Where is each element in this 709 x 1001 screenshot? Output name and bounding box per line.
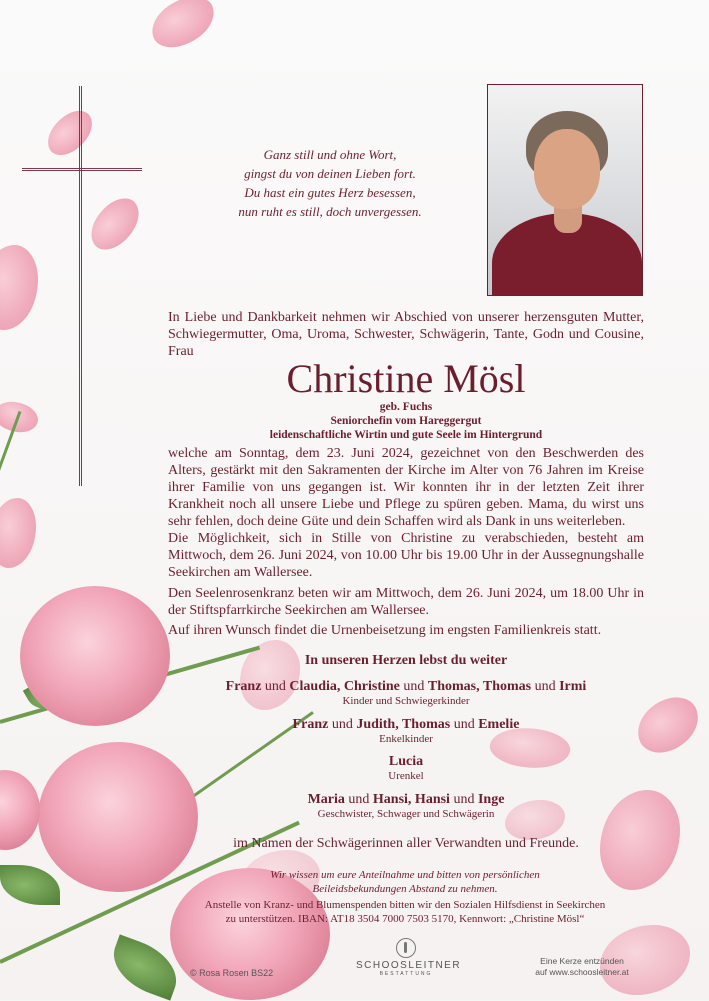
candle-logo-icon <box>396 938 416 958</box>
deceased-description: leidenschaftliche Wirtin und gute Seele im Hintergrund <box>269 429 543 441</box>
family-relation: Urenkel <box>388 770 424 782</box>
deceased-name: Christine Mösl <box>286 356 526 401</box>
poem-line: Ganz still und ohne Wort, <box>263 147 397 162</box>
cross-icon-bar <box>22 168 142 171</box>
funeral-home-logo <box>356 938 462 977</box>
family-relation: Enkelkinder <box>379 733 433 745</box>
condolence-note: Wir wissen um eure Anteilnahme und bitten von persönlichen Beileidsbekundungen Abstand zu nehmen. <box>270 869 540 895</box>
poem-line: Du hast ein gutes Herz besessen, <box>244 185 416 200</box>
burial-paragraph: Auf ihren Wunsch findet die Urnenbeisetzung im engsten Familienkreis statt. <box>168 623 602 638</box>
copyright-text: © Rosa Rosen BS22 <box>190 968 274 978</box>
rose-decoration <box>20 586 170 726</box>
brand-name: SCHOOSLEITNER <box>356 960 462 971</box>
deceased-details <box>168 400 644 442</box>
candle-link[interactable]: Eine Kerze entzünden auf www.schoosleitner.at <box>535 956 629 977</box>
portrait-photo <box>487 84 643 296</box>
family-group-grandchildren: Franz und Judith, Thomas und Emelie Enkelkinder <box>168 716 644 746</box>
cross-icon <box>79 86 82 486</box>
family-relation: Geschwister, Schwager und Schwägerin <box>317 808 495 820</box>
closing-line: im Namen der Schwägerinnen aller Verwandten und Freunde. <box>233 836 579 851</box>
death-notice-paragraph: welche am Sonntag, dem 23. Juni 2024, gezeichnet von den Beschwerden des Alters, gestärkt mit den Sakramenten der Kirche im Alter von 76 Jahren im Kreise ihrer Familie von uns gegangen ist. Wir konnten ihr in der letzten Zeit ihrer Krankheit noch all unsere Liebe und Pflege zu spüren geben. Mama, du wirst uns sehr fehlen, doch deine Güte und dein Schaffen wird als Dank in uns weiterleben. <box>168 446 644 529</box>
deceased-role: Seniorchefin vom Hareggergut <box>330 415 482 427</box>
farewell-paragraph: Die Möglichkeit, sich in Stille von Christine zu verabschieden, besteht am Mittwoch, dem 26. Juni 2024, von 10.00 Uhr bis 19.00 Uhr in der Aussegnungshalle Seekirchen am Wallersee. <box>168 531 644 580</box>
family-group-children: Franz und Claudia, Christine und Thomas, Thomas und Irmi Kinder und Schwiegerkinder <box>168 678 644 708</box>
poem-line: nun ruht es still, doch unvergessen. <box>238 204 422 219</box>
intro-text: In Liebe und Dankbarkeit nehmen wir Abschied von unserer herzensguten Mutter, Schwiegermutter, Oma, Uroma, Schwester, Schwägerin, Tante, Godn und Cousine, Frau <box>168 310 644 359</box>
brand-tagline: BESTATTUNG <box>379 971 433 977</box>
family-relation: Kinder und Schwiegerkinder <box>342 695 470 707</box>
heart-line: In unseren Herzen lebst du weiter <box>304 653 508 668</box>
birth-name: geb. Fuchs <box>379 401 433 413</box>
family-group-great-grandchildren: Lucia Urenkel <box>168 753 644 783</box>
poem-line: gingst du von deinen Lieben fort. <box>244 166 416 181</box>
donation-note: Anstelle von Kranz- und Blumenspenden bitten wir den Sozialen Hilfsdienst in Seekirchen zu unterstützen. IBAN: AT18 3504 7000 7503 5170, Kennwort: „Christine Mösl“ <box>204 899 606 925</box>
rosary-paragraph: Den Seelenrosenkranz beten wir am Mittwoch, dem 26. Juni 2024, um 18.00 Uhr in der Stiftspfarrkirche Seekirchen am Wallersee. <box>168 586 644 618</box>
memorial-poem <box>230 145 430 221</box>
family-group-siblings: Maria und Hansi, Hansi und Inge Geschwister, Schwager und Schwägerin <box>168 791 644 821</box>
